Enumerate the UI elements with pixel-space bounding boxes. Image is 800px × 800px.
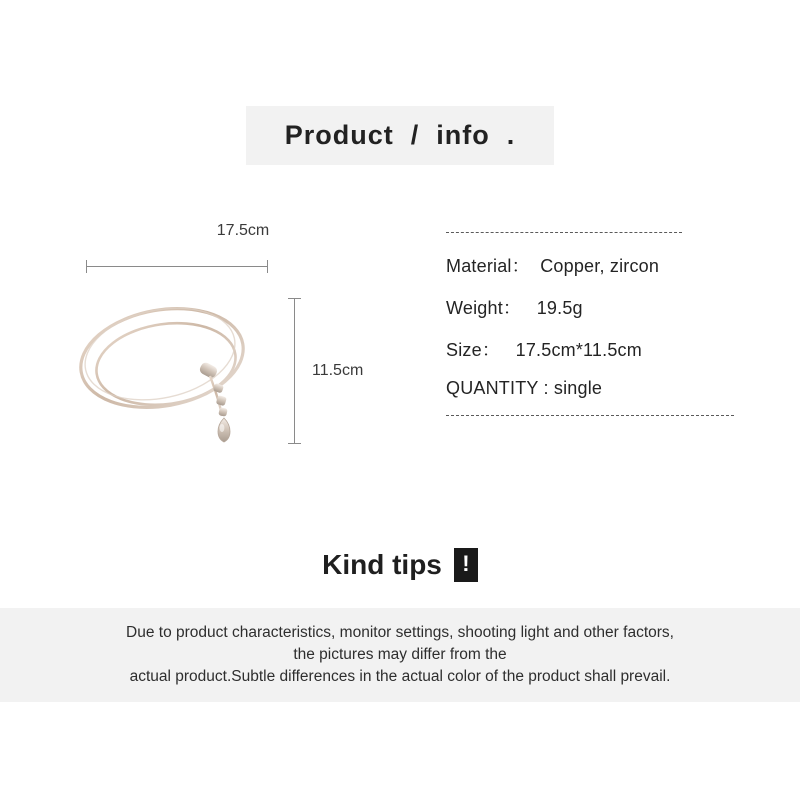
tips-line-1: Due to product characteristics, monitor settings, shooting light and other factors,: [126, 624, 674, 641]
tips-line-3: actual product.Subtle differences in the actual color of the product shall prevail.: [129, 668, 671, 685]
spec-size: Size： 17.5cm*11.5cm: [446, 340, 642, 360]
spec-divider-bottom: [446, 415, 734, 417]
height-dimension-cap-bottom: [288, 443, 301, 444]
width-dimension-label: 17.5cm: [216, 222, 270, 239]
width-dimension-line: [86, 266, 268, 267]
height-dimension-line: [294, 298, 295, 444]
height-dimension-bar: [288, 298, 300, 444]
product-illustration-area: [60, 222, 400, 472]
spec-material: Material： Copper, zircon: [446, 256, 660, 276]
width-dimension-cap-left: [86, 260, 87, 273]
width-dimension-bar: [86, 260, 268, 272]
tips-title-text: Kind tips: [322, 549, 442, 580]
necklace-product-photo: [70, 280, 280, 460]
exclamation-icon: !: [454, 548, 478, 582]
specifications-block: [446, 232, 746, 417]
height-dimension-label: 11.5cm: [312, 362, 364, 379]
tips-title-row: [0, 548, 800, 582]
page-title: Product / info .: [284, 120, 516, 150]
spec-quantity: QUANTITY : single: [446, 378, 603, 398]
height-dimension-cap-top: [288, 298, 301, 299]
tips-title: [322, 548, 478, 582]
width-dimension-cap-right: [267, 260, 268, 273]
spec-weight: Weight： 19.5g: [446, 298, 583, 318]
tips-line-2: the pictures may differ from the: [293, 646, 507, 663]
tips-text-block: [0, 608, 800, 702]
spec-divider-top: [446, 232, 682, 234]
